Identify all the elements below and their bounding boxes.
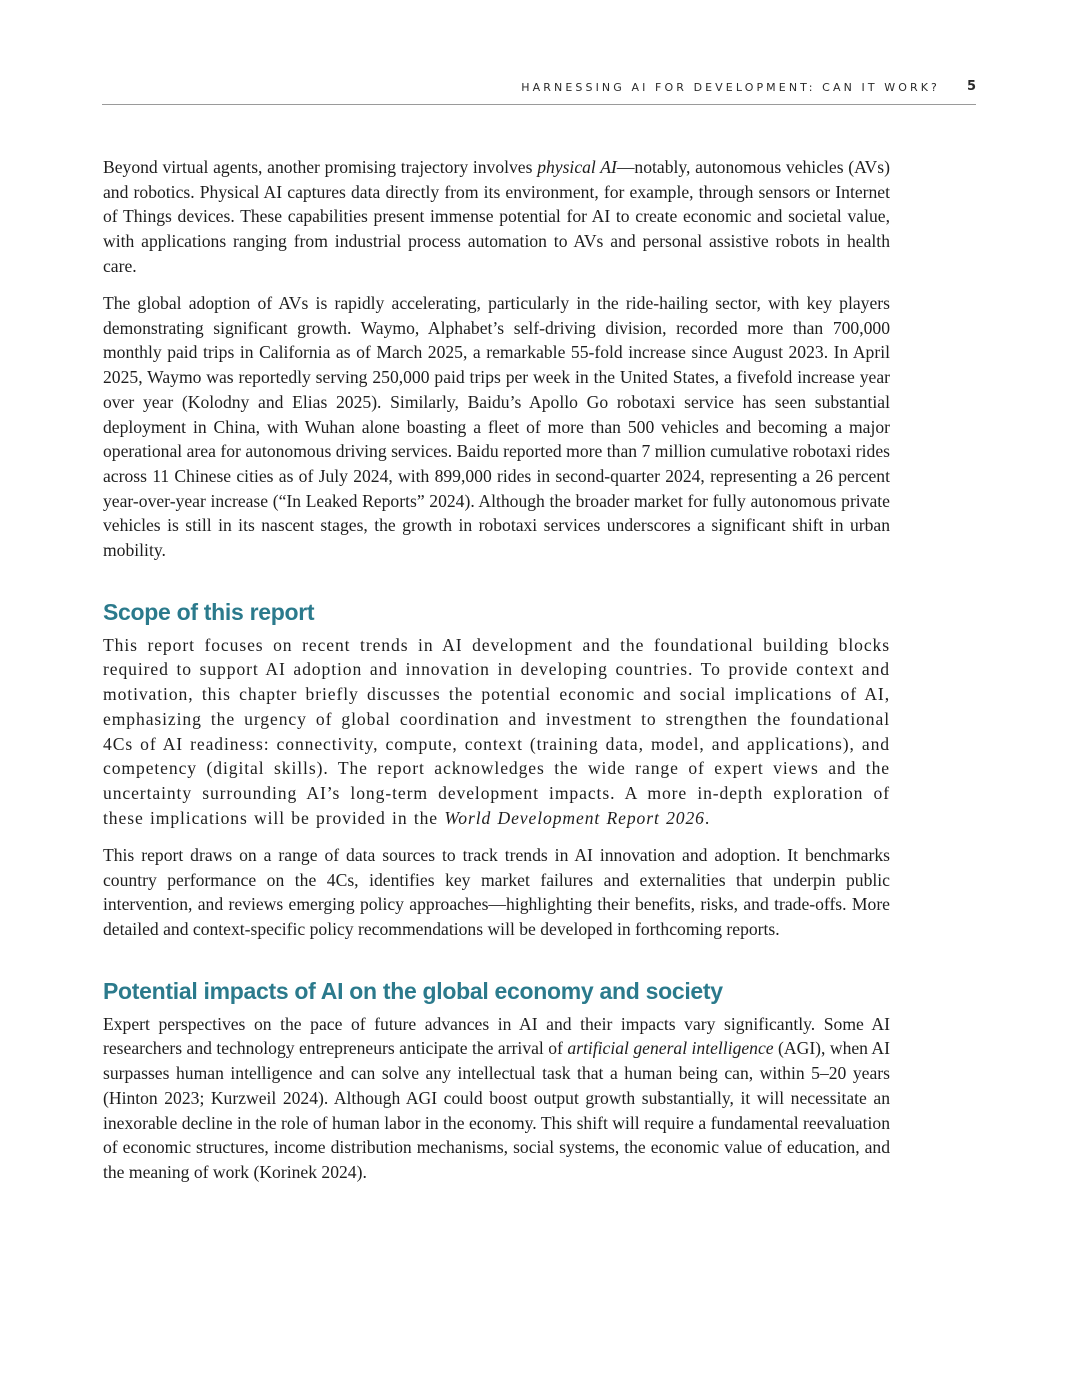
paragraph-scope-focus [103, 633, 890, 831]
italic-term: artificial general intelligence [567, 1038, 774, 1059]
text-run: This report focuses on recent trends in AI development and the foundational building blocks required to support AI adoption and innovation in developing countries. To provide context and motivation, this chapter briefly discusses the potential economic and social implications of AI, emphasizing the urgency of global coordination and investment to strengthen the foundational 4Cs of AI readiness: connectivity, compute, context (training data, model, and applications), and competency (digital skills). The report acknowledges the wide range of expert views and the uncertainty surrounding AI’s long-term development impacts. A more in-depth exploration of these implications will be provided in the [103, 634, 890, 828]
paragraph-av-adoption: The global adoption of AVs is rapidly accelerating, particularly in the ride-hailing sector, with key players demonstrating significant growth. Waymo, Alphabet’s self-driving division, recorded more than 700,000 monthly paid trips in California as of March 2025, a remarkable 55-fold increase since August 2023. In April 2025, Waymo was reportedly serving 250,000 paid trips per week in the United States, a fivefold increase year over year (Kolodny and Elias 2025). Similarly, Baidu’s Apollo Go robotaxi service has seen substantial deployment in China, with Wuhan alone boasting a fleet of more than 500 vehicles and becoming a major operational area for autonomous driving services. Baidu reported more than 7 million cumulative robotaxi rides across 11 Chinese cities as of July 2024, with 899,000 rides in second-quarter 2024, representing a 26 percent year-over-year increase (“In Leaked Reports” 2024). Although the broader market for fully autonomous private vehicles is still in its nascent stages, the growth in robotaxi services underscores a significant shift in urban mobility. [103, 293, 890, 561]
running-title: HARNESSING AI FOR DEVELOPMENT: CAN IT WORK? [521, 81, 940, 94]
text-run: . [704, 807, 711, 828]
section-heading-scope: Scope of this report [103, 598, 315, 625]
running-header [102, 78, 976, 105]
text-run: Beyond virtual agents, another promising trajectory involves [103, 157, 538, 177]
body-text [103, 155, 890, 1197]
text-run: Expert perspectives on the pace of future advances in AI and their impacts vary significantly. Some AI researchers and technology entrepreneurs anticipate the arrival of [103, 1013, 890, 1059]
text-run: (AGI), when AI surpasses human intelligence and can solve any intellectual task that a human being can, within 5–20 years (Hinton 2023; Kurzweil 2024). Although AGI could boost output growth substantially, it will necessitate an inexorable decline in the role of human labor in the economy. This shift will require a fundamental reevaluation of economic structures, income distribution mechanisms, social systems, the economic value of education, and the meaning of work (Korinek 2024). [103, 1038, 890, 1182]
italic-title: World Development Report 2026 [444, 807, 705, 828]
section-heading-impacts: Potential impacts of AI on the global economy and society [103, 977, 723, 1004]
italic-term: physical AI [537, 157, 617, 177]
paragraph-physical-ai [103, 155, 890, 279]
page-number: 5 [966, 79, 976, 94]
paragraph-expert-perspectives [103, 1012, 890, 1185]
paragraph-data-sources: This report draws on a range of data sources to track trends in AI innovation and adoption. It benchmarks country performance on the 4Cs, identifies key market failures and externalities that underpin public intervention, and reviews emerging policy approaches—highlighting their benefits, risks, and trade-offs. More detailed and context-specific policy recommendations will be developed in forthcoming reports. [103, 844, 890, 939]
text-run: —notably, autonomous vehicles (AVs) and robotics. Physical AI captures data directly from its environment, for example, through sensors or Internet of Things devices. These capabilities present immense potential for AI to create economic and societal value, with applications ranging from industrial process automation to AVs and personal assistive robots in health care. [103, 157, 890, 276]
